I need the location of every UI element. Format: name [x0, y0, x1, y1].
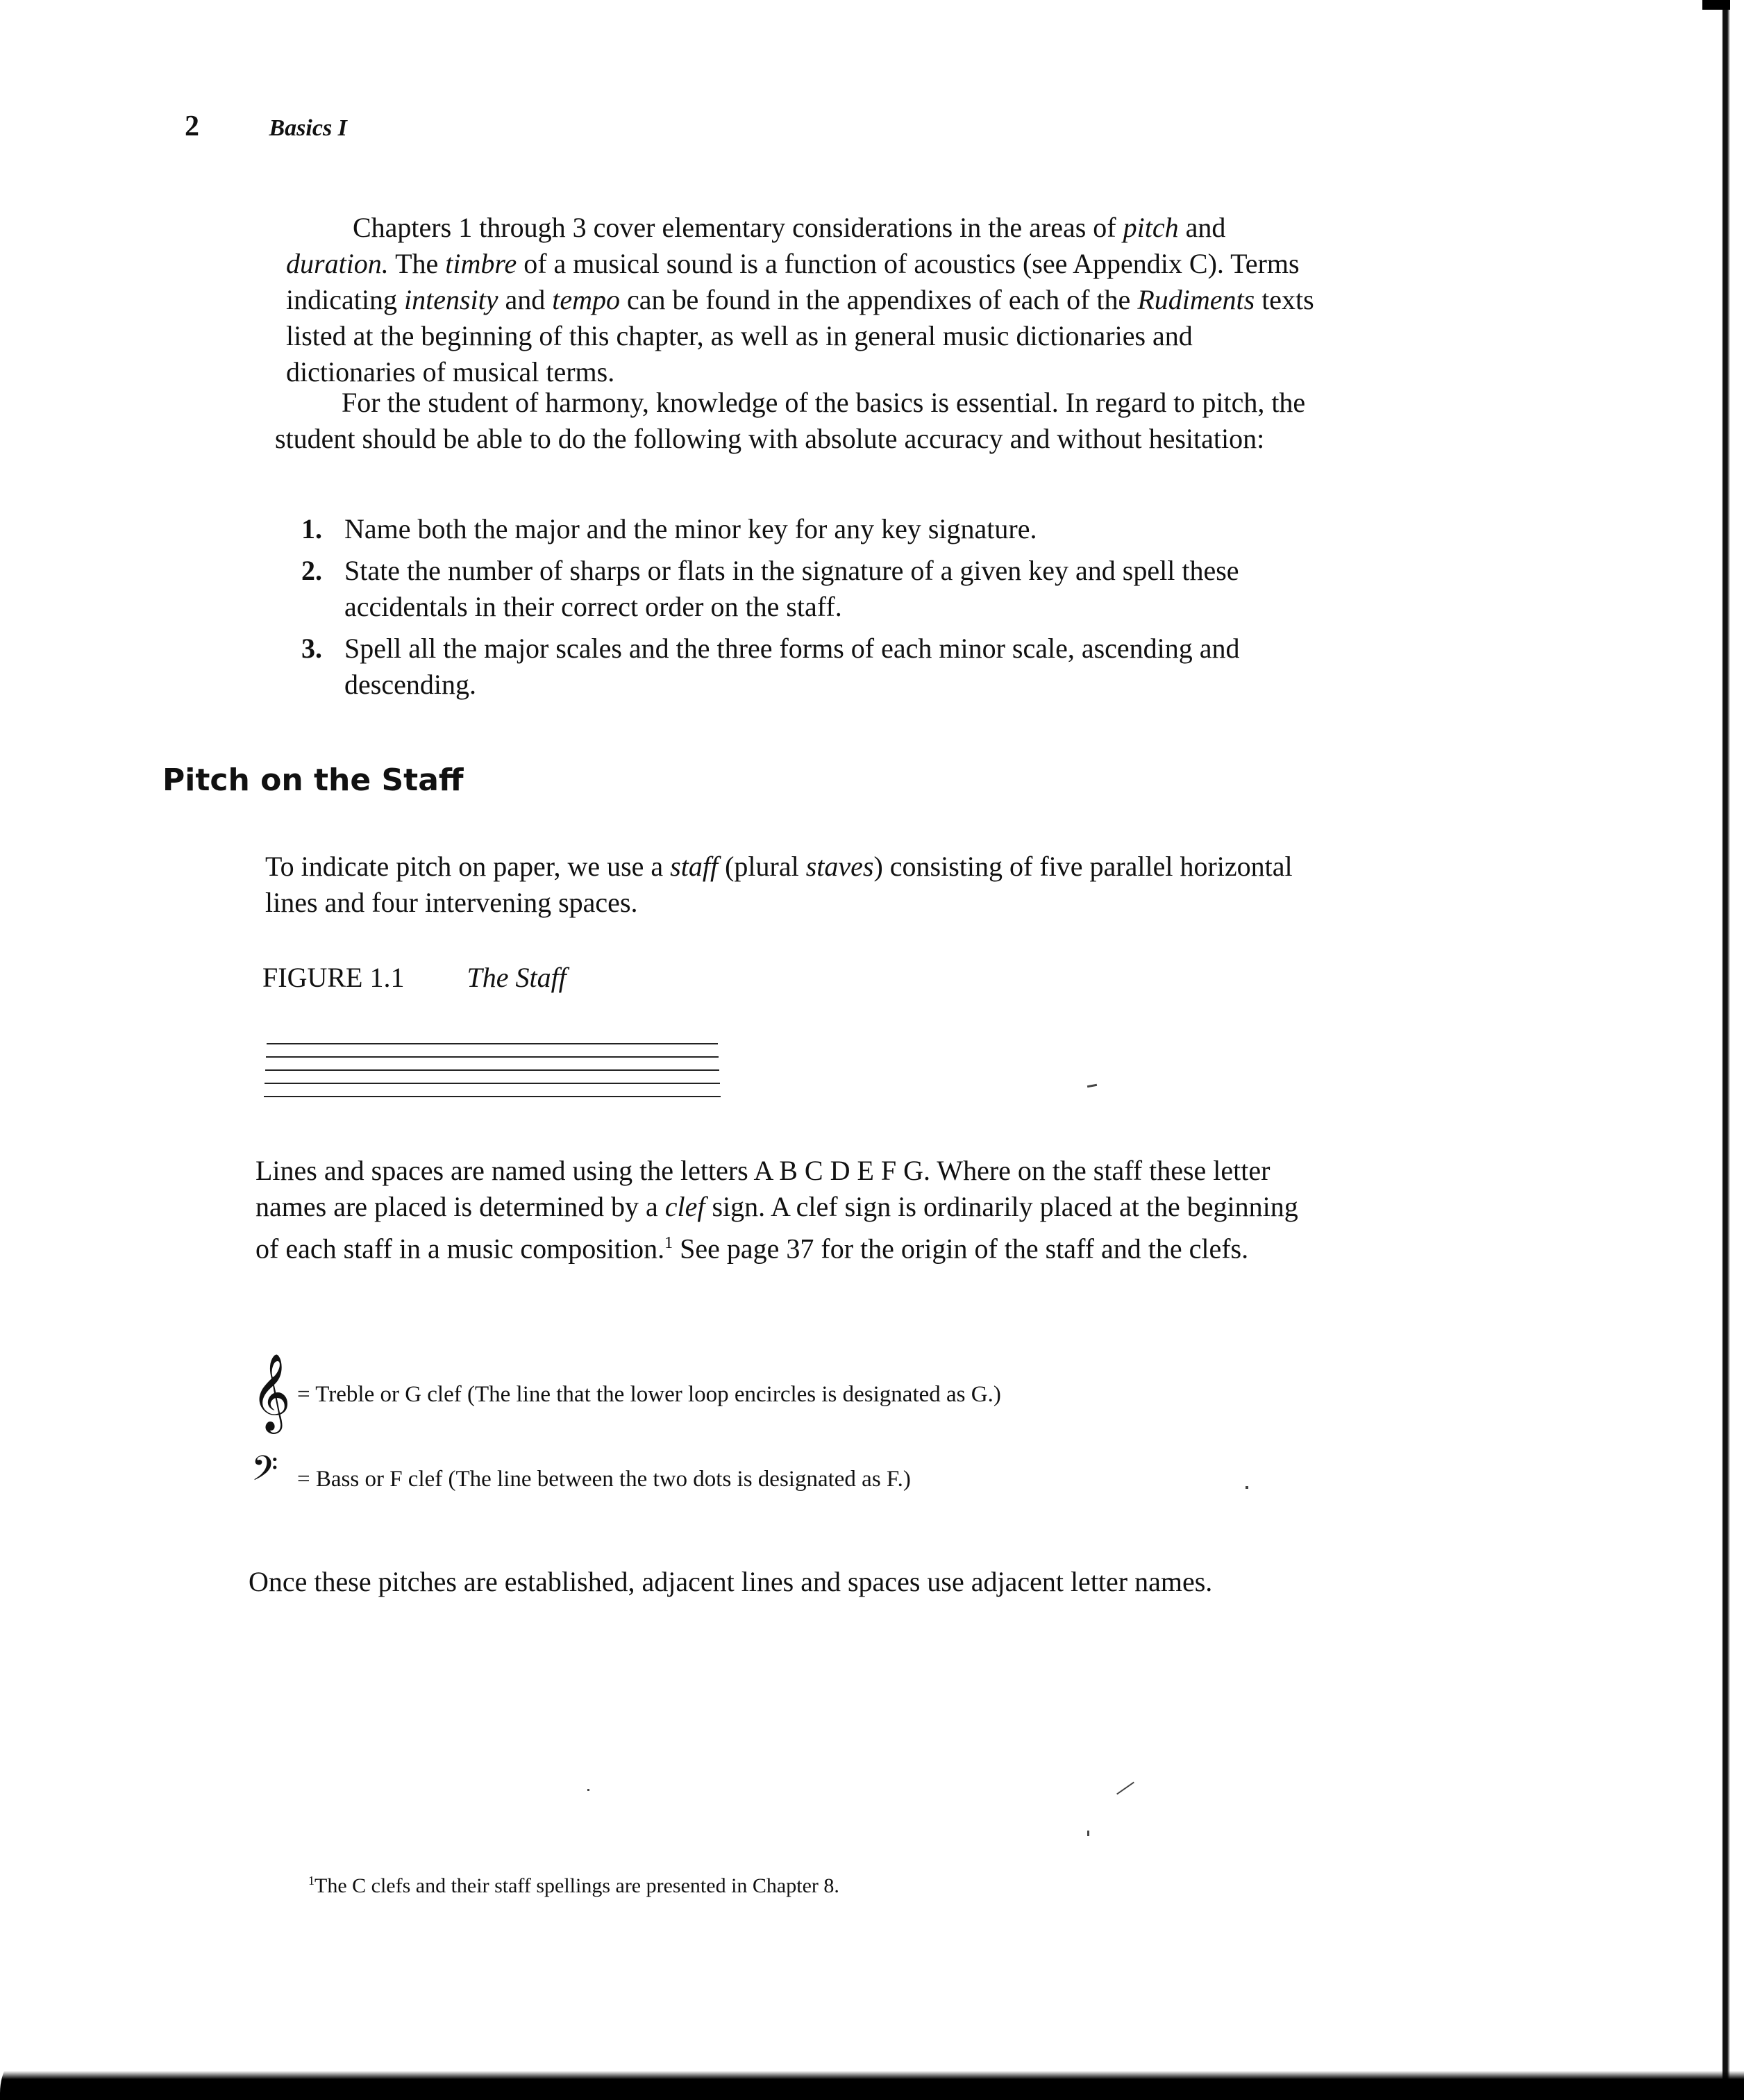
figure-title: The Staff	[467, 962, 567, 993]
text-run: and	[1178, 212, 1226, 243]
text-run: ) consisting of five parallel horizontal lines and four intervening spaces.	[265, 851, 1293, 918]
italic-term: staff	[670, 851, 719, 882]
figure-caption	[262, 961, 567, 994]
figure-label: FIGURE 1.1	[262, 962, 405, 993]
section-heading: Pitch on the Staff	[162, 762, 464, 798]
scan-edge-right	[1682, 0, 1744, 2100]
list-item-number: 3.	[301, 633, 322, 664]
staff-figure	[264, 1040, 736, 1103]
staff-line	[264, 1096, 721, 1097]
running-head	[185, 110, 601, 143]
text-run: texts listed at the beginning of this chapter, as well as in general music dictionaries and dictionaries of musical terms.	[286, 284, 1314, 388]
text-run: To indicate pitch on paper, we use a	[265, 851, 671, 882]
text-run: sign. A clef sign is ordinarily placed at the beginning of each staff in a music composition.	[255, 1191, 1298, 1265]
letters-paragraph	[255, 1153, 1311, 1267]
scan-speck	[1087, 1831, 1089, 1836]
scan-edge-corner	[1702, 0, 1730, 10]
list-item-text: Spell all the major scales and the three forms of each minor scale, ascending and descending.	[344, 633, 1240, 700]
treble-clef-icon: 𝄞	[251, 1353, 291, 1431]
staff-line	[265, 1069, 719, 1071]
list-item	[301, 553, 1273, 625]
text-run: (plural	[718, 851, 806, 882]
italic-term: tempo	[552, 284, 621, 315]
italic-term: clef	[664, 1191, 705, 1222]
text-run: can be found in the appendixes of each of the	[620, 284, 1138, 315]
staff-line	[267, 1043, 718, 1044]
running-title: Basics I	[269, 115, 347, 141]
list-item-number: 2.	[301, 555, 322, 586]
list-item-number: 1.	[301, 513, 322, 544]
footnote-text: The C clefs and their staff spellings are presented in Chapter 8.	[315, 1874, 839, 1897]
text-run: The	[388, 248, 446, 279]
italic-term: timbre	[445, 248, 517, 279]
list-item-text: Name both the major and the minor key for any key signature.	[344, 513, 1037, 544]
bass-clef-description: = Bass or F clef (The line between the two dots is designated as F.)	[297, 1467, 911, 1492]
closing-sentence: Once these pitches are established, adjacent lines and spaces use adjacent letter names.	[249, 1566, 1213, 1597]
treble-clef-description: = Treble or G clef (The line that the lower loop encircles is designated as G.)	[297, 1382, 1001, 1407]
staff-line	[265, 1083, 720, 1084]
rich-text	[286, 210, 1327, 390]
bass-clef-icon: 𝄢	[251, 1449, 278, 1497]
rich-text	[255, 1153, 1311, 1267]
bass-clef-row	[251, 1449, 1223, 1503]
scan-speck	[587, 1789, 589, 1791]
text-run: See page 37 for the origin of the staff and the clefs.	[673, 1233, 1249, 1265]
rich-text	[265, 849, 1307, 921]
text-run: and	[498, 284, 553, 315]
footnote-marker: 1	[308, 1874, 315, 1888]
text-run: Chapters 1 through 3 cover elementary considerations in the areas of	[353, 212, 1123, 243]
staff-paragraph	[265, 849, 1307, 921]
text-run: of a musical sound is a function of acoustics (see Appendix C). Terms indicating	[286, 248, 1300, 315]
scan-speck	[1087, 1084, 1097, 1088]
intro-paragraph-1	[286, 210, 1327, 390]
text-run: Lines and spaces are named using the letters A B C D E F G. Where on the staff these letter names are placed is determined by a	[255, 1155, 1271, 1222]
page-number: 2	[185, 110, 199, 142]
footnote-reference: 1	[664, 1234, 673, 1252]
italic-term: Rudiments	[1137, 284, 1255, 315]
list-item-text: State the number of sharps or flats in the signature of a given key and spell these accidentals in their correct order on the staff.	[344, 555, 1239, 622]
italic-term: intensity	[403, 284, 498, 315]
scan-speck	[1246, 1486, 1248, 1489]
footnote	[308, 1874, 1141, 1898]
staff-line	[266, 1056, 719, 1058]
scan-speck	[1116, 1782, 1134, 1795]
italic-term: staves	[805, 851, 874, 882]
italic-term: pitch	[1123, 212, 1179, 243]
list-item	[301, 511, 1273, 547]
requirements-list	[301, 511, 1273, 708]
treble-clef-row	[251, 1350, 1223, 1440]
intro-paragraph-2: For the student of harmony, knowledge of the basics is essential. In regard to pitch, the student should be able to do the following with absolute accuracy and without hesitation:	[275, 387, 1306, 454]
italic-term: duration.	[286, 248, 389, 279]
scan-edge-bottom	[0, 2051, 1744, 2100]
list-item	[301, 631, 1273, 703]
